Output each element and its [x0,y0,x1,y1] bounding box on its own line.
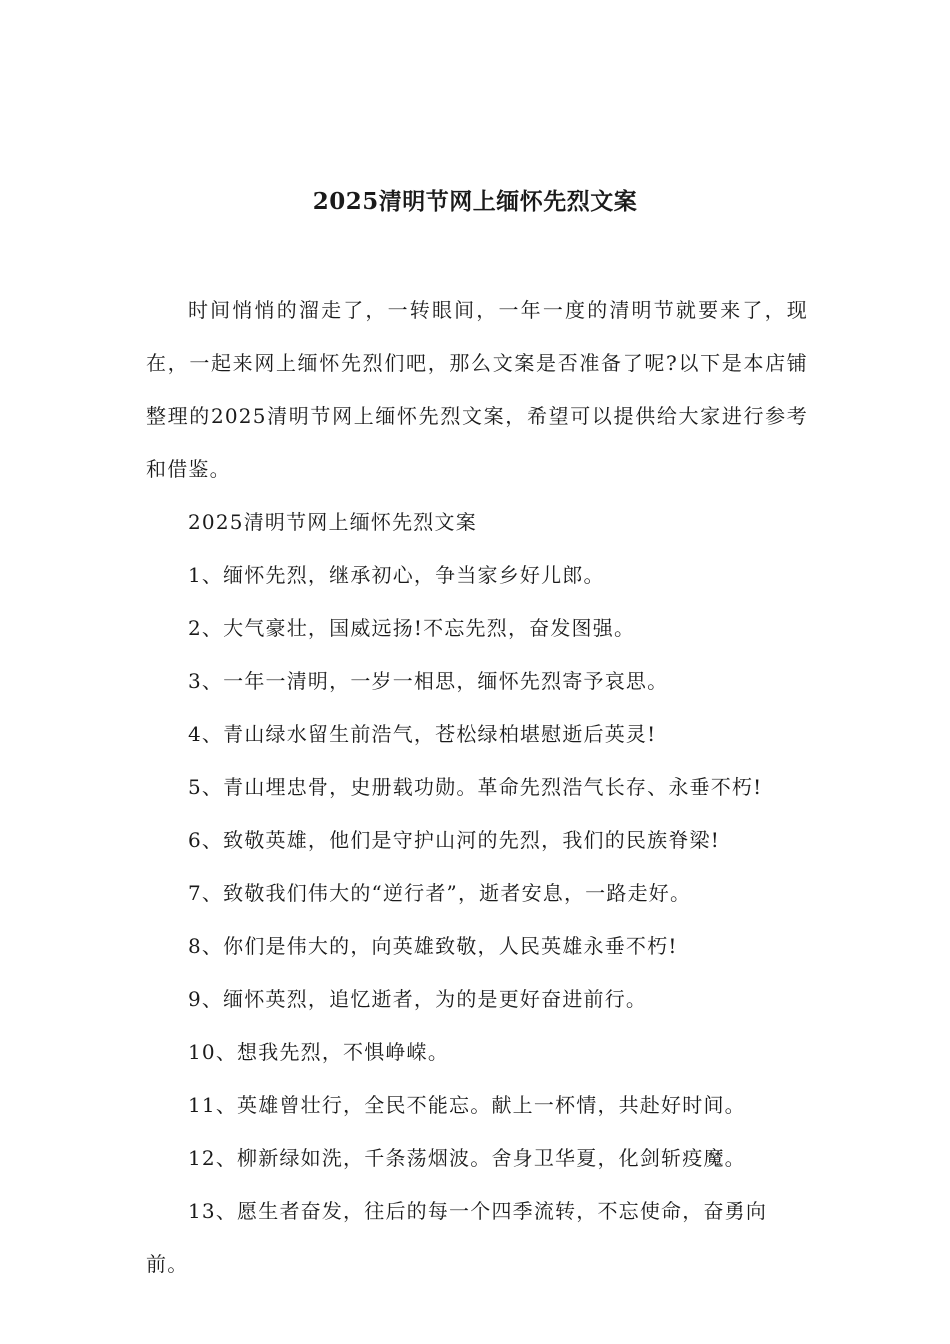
subheading: 2025清明节网上缅怀先烈文案 [188,510,477,534]
list-item-5: 5、青山埋忠骨，史册载功勋。革命先烈浩气长存、永垂不朽! [188,775,763,799]
list-item-13: 13、愿生者奋发，往后的每一个四季流转，不忘使命，奋勇向前。 [146,1199,768,1276]
list-item-12: 12、柳新绿如洗，千条荡烟波。舍身卫华夏，化剑斩疫魔。 [188,1146,746,1170]
list-item-9: 9、缅怀英烈，追忆逝者，为的是更好奋进前行。 [188,987,648,1011]
list-item-10: 10、想我先烈，不惧峥嵘。 [188,1040,450,1064]
list-item-8: 8、你们是伟大的，向英雄致敬，人民英雄永垂不朽! [188,934,678,958]
list-item-4: 4、青山绿水留生前浩气，苍松绿柏堪慰逝后英灵! [188,722,657,746]
list-item-3: 3、一年一清明，一岁一相思，缅怀先烈寄予哀思。 [188,669,669,693]
list-item-7: 7、致敬我们伟大的“逆行者”，逝者安息，一路走好。 [188,881,692,905]
list-item-2: 2、大气豪壮，国威远扬!不忘先烈，奋发图强。 [188,616,636,640]
intro-paragraph: 时间悄悄的溜走了，一转眼间，一年一度的清明节就要来了，现在，一起来网上缅怀先烈们吧，那么文案是否准备了呢?以下是本店铺整理的2025清明节网上缅怀先烈文案，希望可以提供给大家进行参考和借鉴。 [146,298,808,481]
document-title: 2025清明节网上缅怀先烈文案 [312,188,638,215]
list-item-11: 11、英雄曾壮行，全民不能忘。献上一杯情，共赴好时间。 [188,1093,746,1117]
list-item-6: 6、致敬英雄，他们是守护山河的先烈，我们的民族脊梁! [188,828,720,852]
document-body [146,284,808,1291]
list-item-1: 1、缅怀先烈，继承初心，争当家乡好儿郎。 [188,563,605,587]
